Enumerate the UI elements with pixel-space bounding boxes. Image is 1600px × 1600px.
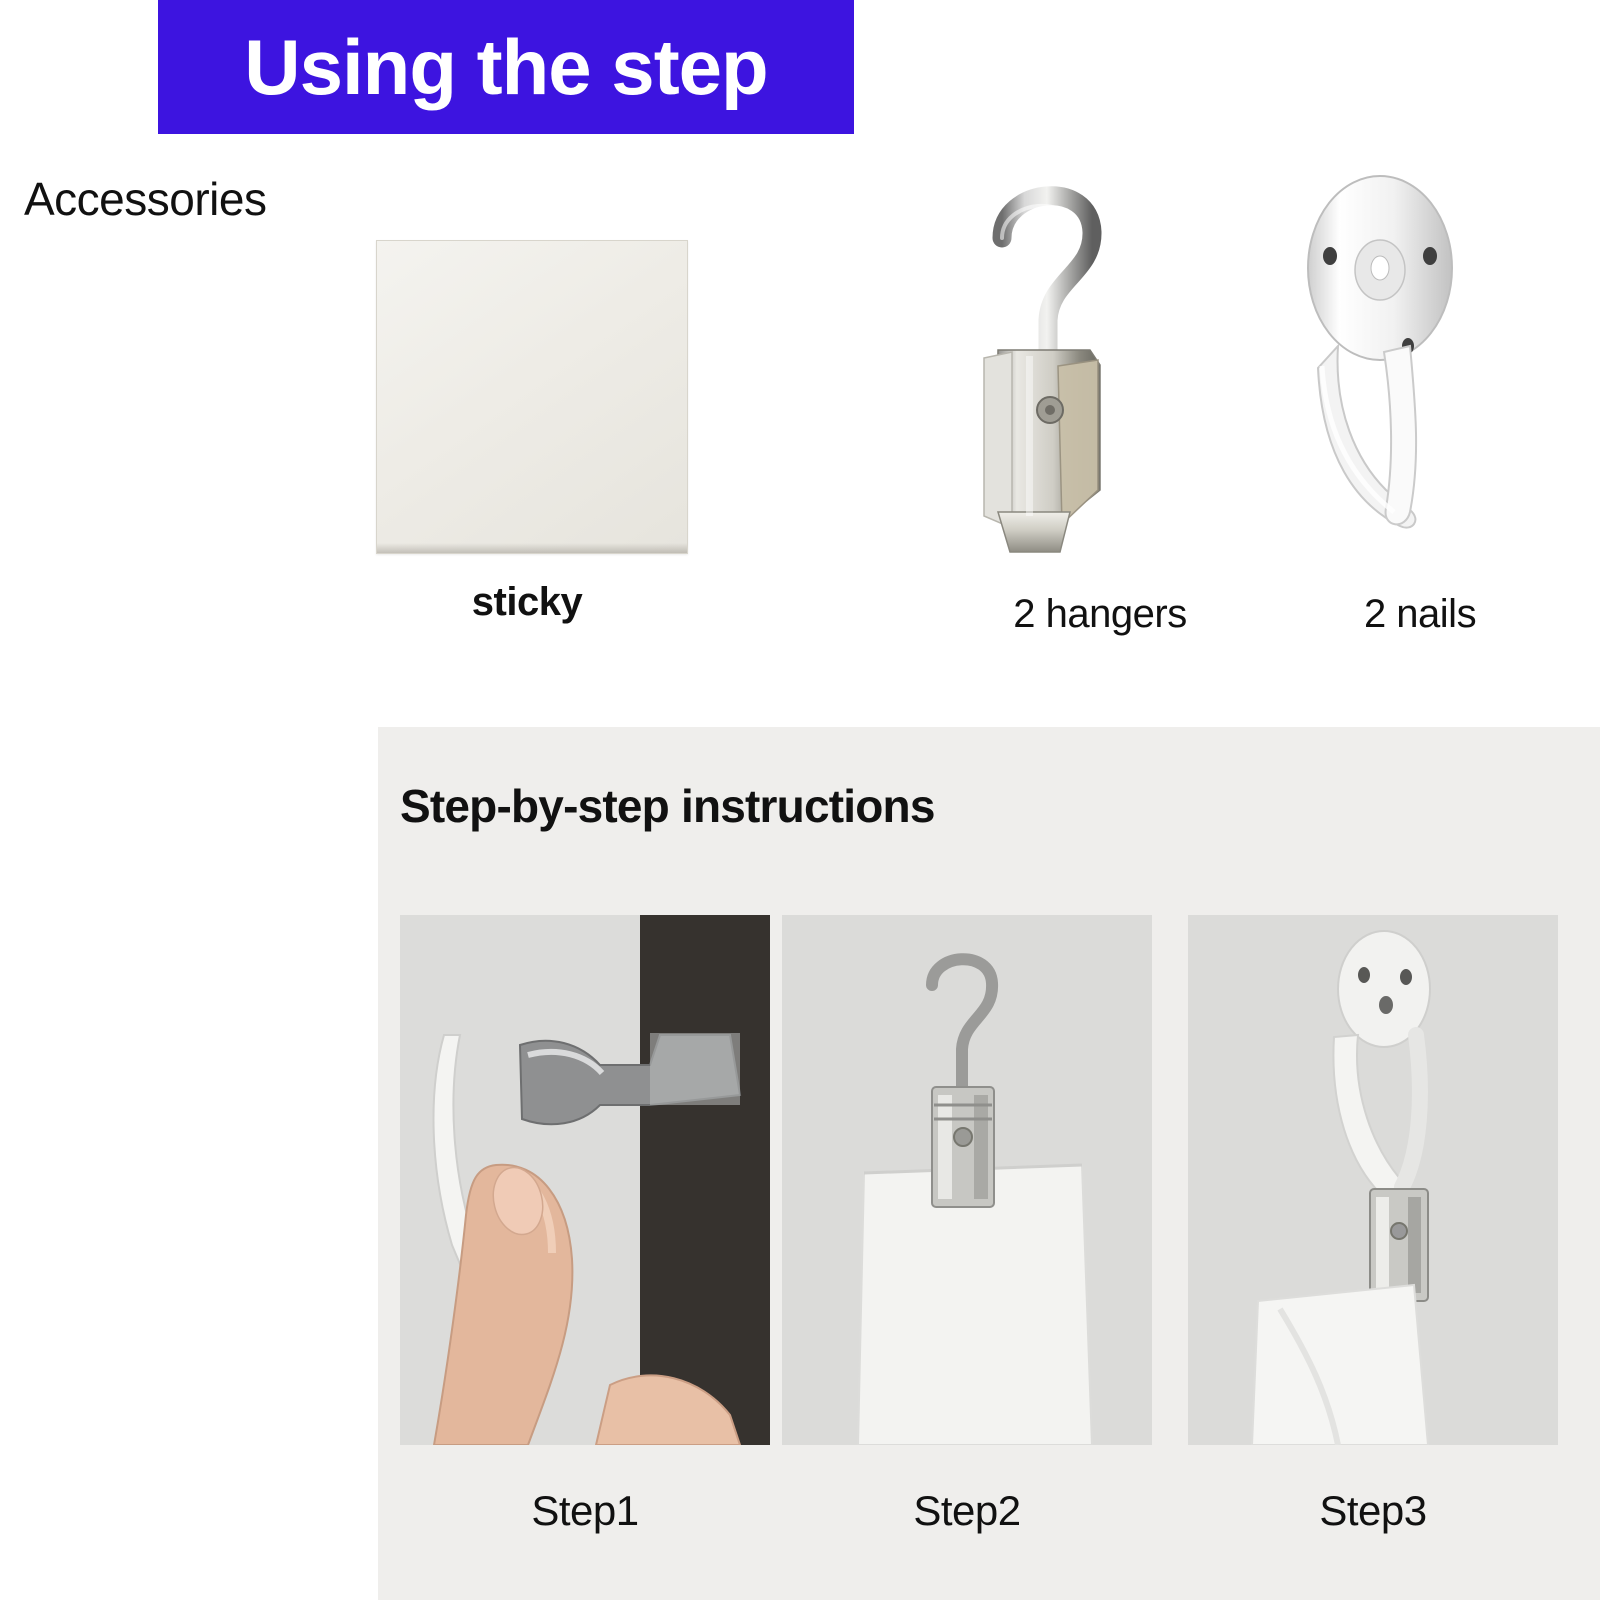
step-by-step-panel [378,727,1600,1600]
page-title: Using the step [244,23,768,111]
accessories-row [300,150,1580,680]
accessory-item-sticky [352,240,702,624]
accessories-heading: Accessories [24,173,267,225]
steps-heading: Step-by-step instructions [400,780,935,832]
title-banner [158,0,854,134]
accessory-item-hangers [940,160,1260,636]
step-image-3 [1188,915,1558,1445]
adhesive-pad-icon [376,240,688,554]
accessory-label-hangers: 2 hangers [1013,592,1187,636]
step-label-2: Step2 [913,1487,1021,1534]
step-label-1: Step1 [531,1487,639,1534]
hanger-clip-icon [940,160,1260,580]
adhesive-nail-hook-icon [1260,160,1580,580]
accessory-item-nails [1260,160,1580,636]
accessory-label-nails: 2 nails [1363,592,1477,636]
step-image-2 [782,915,1152,1445]
accessory-label-sticky: sticky [471,580,583,624]
step-cards [400,915,1580,1445]
step-image-1 [400,915,770,1445]
step-label-3: Step3 [1319,1487,1427,1534]
